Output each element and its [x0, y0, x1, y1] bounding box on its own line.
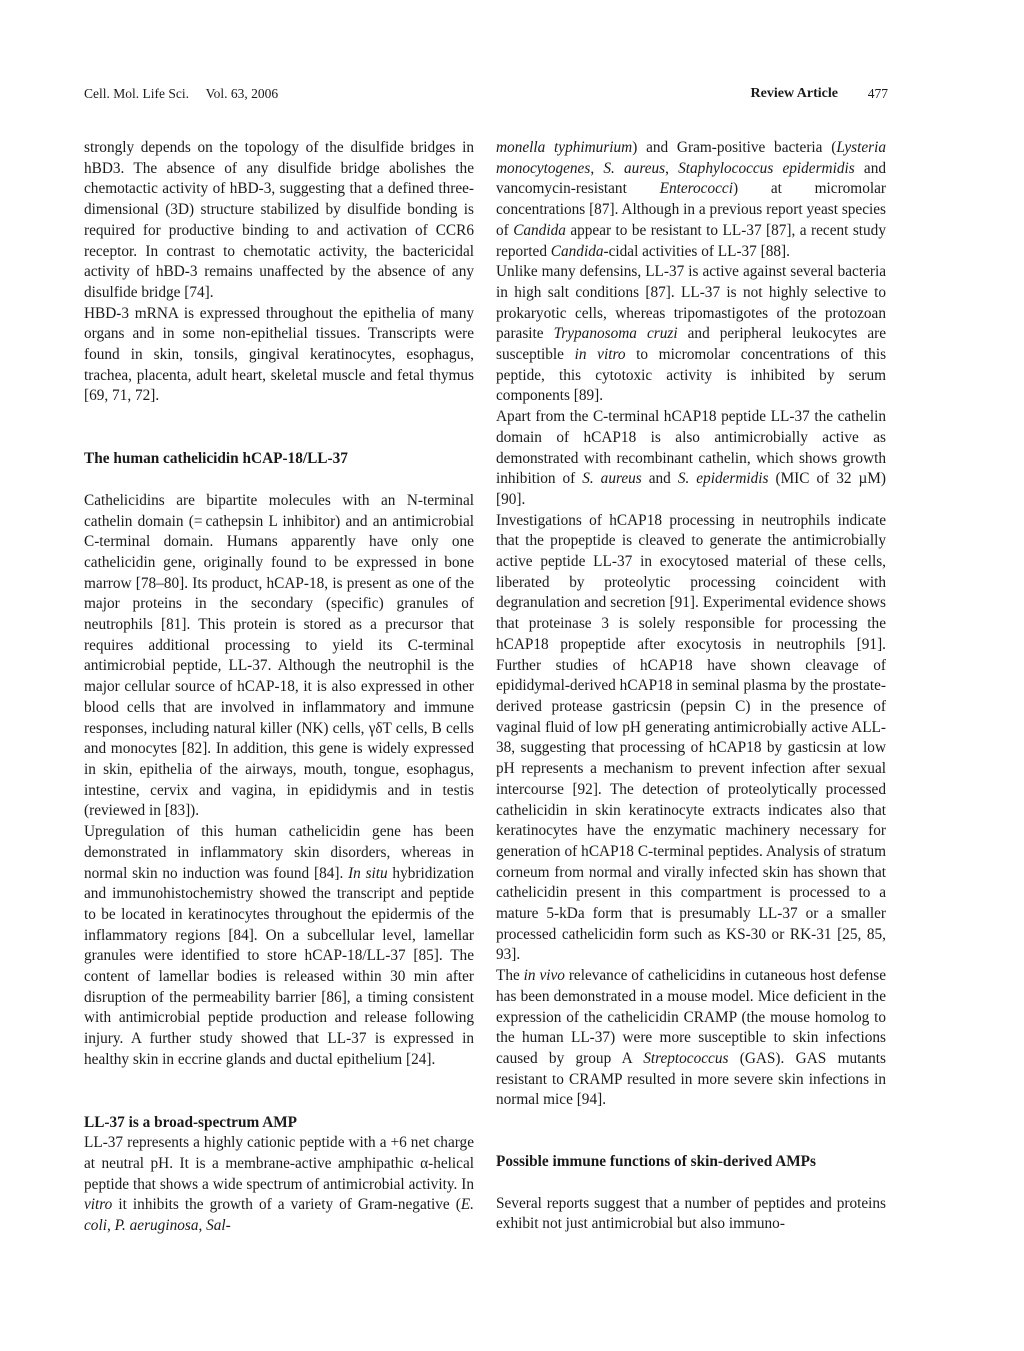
paragraph: monella typhimurium) and Gram-positive bacteria (Lysteria monocytogenes, S. aureus, Staphylococcus epidermidis and vancomycin-resistant Enterococci) at micromolar concentrations [87]. Although in a previous report yeast species of Candida appear to be resistant to LL-37 [87], a recent study reported Candida-cidal activities of LL-37 [88]. — [496, 139, 886, 260]
section-heading: LL-37 is a broad-spectrum AMP — [84, 1113, 298, 1131]
right-column — [496, 138, 886, 1235]
section-heading: Possible immune functions of skin-derived AMPs — [496, 1153, 816, 1171]
left-column — [84, 138, 474, 1237]
paragraph: The in vivo relevance of cathelicidins in cutaneous host defense has been demonstrated in a mouse model. Mice deficient in the expression of the cathelicidin CRAMP (the mouse homolog to the human LL-37) were more susceptible to skin infections caused by group A Streptococcus (GAS). GAS mutants resistant to CRAMP resulted in more severe skin infections in normal mice [94]. — [496, 967, 887, 1109]
paragraph: strongly depends on the topology of the disulfide bridges in hBD3. The absence of any disulfide bridge abolishes the chemotactic activity of hBD-3, suggesting that a defined three-dimensional (3D) structure stabilized by disulfide bonding is required for productive binding to and activation of CCR6 receptor. In contrast to chemotatic activity, the bactericidal activity of hBD-3 remains unaffected by the absence of any disulfide bridge [74]. — [84, 139, 474, 301]
page-number: 477 — [867, 86, 888, 101]
paragraph: Cathelicidins are bipartite molecules with an N-terminal cathelin domain (= cathepsin L inhibitor) and an antimicrobial C-terminal domain. Humans apparently have only one cathelicidin gene, originally found to be expressed in bone marrow [78–80]. Its product, hCAP-18, is present as one of the major proteins in the secondary (specific) granules of neutrophils [81]. This protein is stored as a precursor that requires additional processing to yield its C-terminal antimicrobial peptide, LL-37. Although the neutrophil is the major cellular source of hCAP-18, it is also expressed in other blood cells that are involved in inflammatory and immune responses, including natural killer (NK) cells, γδT cells, B cells and monocytes [82]. In addition, this gene is widely expressed in skin, epithelia of the airways, mouth, tongue, esophagus, intestine, cervix and vagina, in epididymis and in testis (reviewed in [83]). — [84, 491, 474, 820]
paragraph: Unlike many defensins, LL-37 is active against several bacteria in high salt conditions [87]. LL-37 is not highly selective to prokaryotic cells, whereas tripomastigotes of the protozoan parasite Trypanosoma cruzi and peripheral leukocytes are susceptible in vitro to micromolar concentrations of this peptide, this cytotoxic activity is inhibited by serum components [89]. — [496, 263, 887, 405]
paragraph: Apart from the C-terminal hCAP18 peptide LL-37 the cathelin domain of hCAP18 is also antimicrobially active as demonstrated with recombinant cathelin, which shows growth inhibition of S. aureus and S. epidermidis (MIC of 32 µM) [90]. — [496, 408, 886, 508]
journal-citation: Cell. Mol. Life Sci. Vol. 63, 2006 — [84, 86, 279, 101]
section-heading: The human cathelicidin hCAP-18/LL-37 — [84, 450, 348, 468]
paragraph: Upregulation of this human cathelicidin gene has been demonstrated in inflammatory skin disorders, whereas in normal skin no induction was found [84]. In situ hybridization and immunohistochemistry showed the transcript and peptide to be located in keratinocytes throughout the epidermis of the inflammatory regions [84]. On a subcellular level, lamellar granules were identified to store hCAP-18/LL-37 [85]. The content of lamellar bodies is released within 30 min after disruption of the permeability barrier [86], a timing consistent with antimicrobial peptide production and release following injury. A further study showed that LL-37 is expressed in healthy skin in eccrine glands and ductal epithelium [24]. — [84, 823, 475, 1068]
paragraph: HBD-3 mRNA is expressed throughout the epithelia of many organs and in some non-epithelial tissues. Transcripts were found in skin, tonsils, gingival keratinocytes, esophagus, trachea, placenta, adult heart, skeletal muscle and fetal thymus [69, 71, 72]. — [84, 304, 474, 405]
running-header — [84, 86, 888, 106]
paragraph: LL-37 represents a highly cationic peptide with a +6 net charge at neutral pH. It is a membrane-active amphipathic α-helical peptide that shows a wide spectrum of antimicrobial activity. In vitro it inhibits the growth of a variety of Gram-negative (E. coli, P. aeruginosa, Sal- — [84, 1134, 474, 1235]
paragraph: Several reports suggest that a number of peptides and proteins exhibit not just antimicrobial but also immuno- — [496, 1194, 886, 1233]
paragraph: Investigations of hCAP18 processing in neutrophils indicate that the propeptide is cleaved to generate the antimicrobially active peptide LL-37 in exocytosed material of these cells, liberated by proteolytic processing coincident with degranulation and secretion [91]. Experimental evidence shows that proteinase 3 is solely responsible for processing the hCAP18 propeptide after exocytosis in neutrophils [91]. Further studies of hCAP18 have shown cleavage of epididymal-derived hCAP18 in seminal plasma by the prostate-derived protease gastricsin (pepsin C) in the presence of vaginal fluid of low pH generating antimicrobially active ALL-38, suggesting that processing of hCAP18 by gasticsin at low pH represents a mechanism to prevent infection after sexual intercourse [92]. The detection of proteolytically processed cathelicidin in skin keratinocyte extracts indicates also that keratinocytes have the enzymatic machinery necessary for generation of hCAP18 C-terminal peptides. Analysis of stratum corneum from normal and virally infected skin has shown that cathelicidin present in this compartment is processed to a mature 5-kDa form that is presumably LL-37 or a smaller processed cathelicidin form such as KS-30 or RK-31 [25, 85, 93]. — [496, 511, 886, 964]
article-type: Review Article — [750, 86, 838, 101]
